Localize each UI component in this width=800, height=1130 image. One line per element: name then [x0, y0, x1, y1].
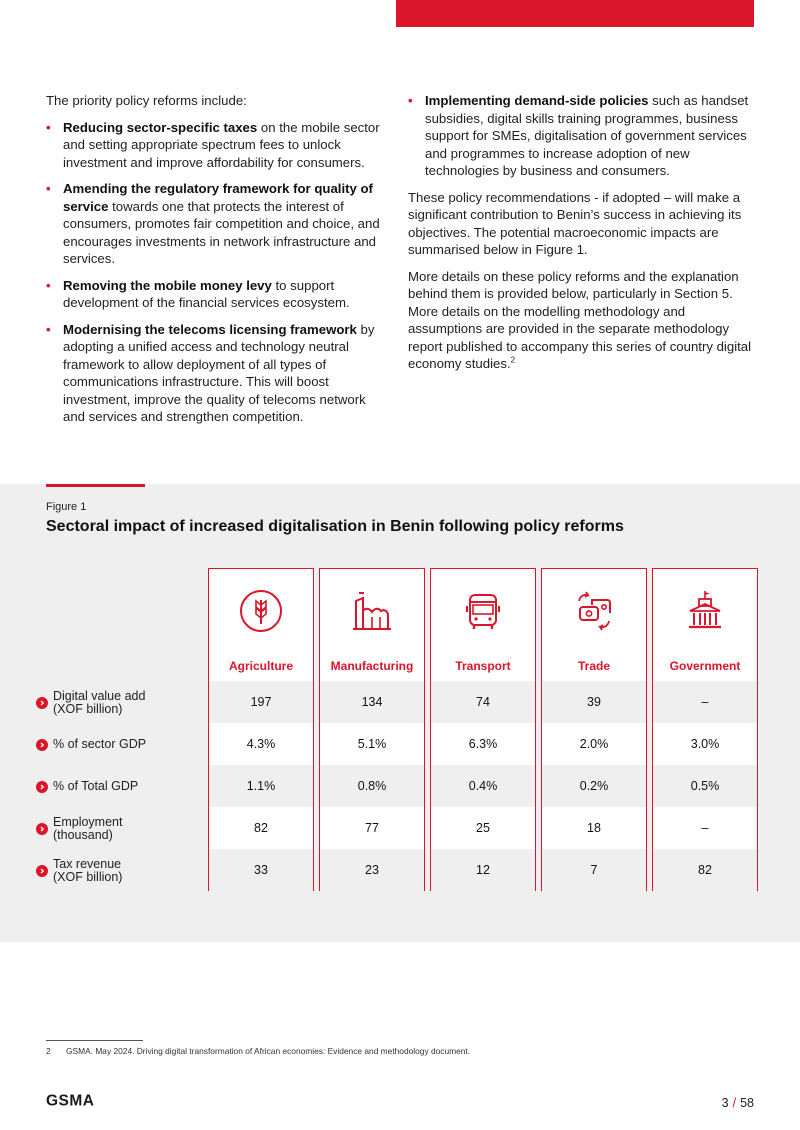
left-bullet-list	[46, 119, 388, 426]
footnote	[46, 1046, 470, 1056]
government-building-icon	[681, 587, 729, 635]
right-column	[408, 92, 754, 382]
sector-column-manufacturing	[319, 568, 425, 891]
page-number: 3 / 58	[721, 1096, 754, 1110]
sector-name: Agriculture	[228, 659, 293, 673]
footnote-divider	[46, 1040, 143, 1041]
bus-icon	[459, 587, 507, 635]
sector-column-transport	[430, 568, 536, 891]
value-cell: –	[653, 681, 757, 723]
wheat-icon	[237, 587, 285, 635]
value-cell: 0.4%	[431, 765, 535, 807]
figure-accent-line	[46, 484, 145, 487]
exchange-icon	[570, 587, 618, 635]
factory-icon	[348, 587, 396, 635]
left-column	[46, 92, 388, 435]
sector-name: Government	[669, 659, 741, 673]
chevron-right-icon	[36, 781, 48, 793]
bullet-item: • Modernising the telecoms licensing framework by adopting a unified access and technology neutral framework to allow deployment of all types of communications infrastructure. This will boost investment, improve the quality of telecoms network and services and strengthen competition.	[46, 321, 375, 424]
value-cell: 134	[320, 681, 424, 723]
value-cell: 0.5%	[653, 765, 757, 807]
bullet-icon: •	[46, 119, 51, 135]
sector-column-government	[652, 568, 758, 891]
value-cell: 6.3%	[468, 737, 498, 751]
row-label-sector-gdp: % of sector GDP	[36, 724, 146, 766]
footnote-number: 2	[46, 1046, 51, 1056]
paragraph-details: More details on these policy reforms and the explanation behind them is provided below, particularly in Section 5. More details on the modelling methodology and assumptions are provided in the separate methodology report published to accompany this series of country digital economy studies.$^2$	[408, 268, 752, 371]
bullet-icon: •	[408, 93, 413, 108]
value-cell: 39	[542, 681, 646, 723]
svg-text:GSMA: GSMA	[46, 1093, 95, 1107]
value-cell: 197	[209, 681, 313, 723]
bullet-icon: •	[46, 321, 51, 337]
value-cell: 23	[320, 849, 424, 891]
row-label-total-gdp: % of Total GDP	[36, 766, 138, 808]
footnote-text: GSMA. May 2024. Driving digital transformation of African economies: Evidence and methodology document.	[66, 1046, 471, 1056]
intro-text: The priority policy reforms include:	[46, 93, 247, 108]
figure-label: Figure 1	[46, 501, 87, 513]
row-label-digital-value-add: Digital value add (XOF billion)	[36, 682, 145, 724]
paragraph-recommendations: These policy recommendations - if adopted – will make a significant contribution to Benin’s success in achieving its objectives. The potential macroeconomic impacts are summarised below in Figure 1.	[408, 189, 742, 257]
bullet-icon: •	[46, 181, 51, 196]
right-bullet-list	[408, 92, 754, 180]
value-cell: 0.8%	[320, 765, 424, 807]
sector-name: Transport	[455, 659, 511, 673]
value-cell: 2.0%	[579, 737, 609, 751]
bullet-item: • Implementing demand-side policies such as handset subsidies, digital skills training programmes, business support for SMEs, digitalisation of government services and programmes to increase adoption of new technologies by business and consumers.	[408, 93, 749, 178]
value-cell: 1.1%	[209, 765, 313, 807]
bullet-item: • Amending the regulatory framework for quality of service towards one that protects the interest of consumers, promotes fair competition and choice, and encourages investments in network infrastructure and services.	[46, 181, 380, 266]
footnote-reference[interactable]: 2	[510, 355, 516, 365]
sector-column-agriculture	[208, 568, 314, 891]
bullet-item: • Removing the mobile money levy to support development of the financial services ecosystem.	[46, 277, 350, 310]
value-cell: 18	[587, 821, 601, 835]
row-label-tax-revenue: Tax revenue (XOF billion)	[36, 850, 122, 892]
chevron-right-icon	[36, 739, 48, 751]
chevron-right-icon	[36, 823, 48, 835]
bullet-item: • Reducing sector-specific taxes on the mobile sector and setting appropriate spectrum fees to unlock investment and improve affordability for consumers.	[46, 119, 380, 170]
bullet-icon: •	[46, 277, 51, 293]
value-cell: 25	[476, 821, 490, 835]
value-cell: 5.1%	[357, 737, 387, 751]
value-cell: –	[701, 821, 709, 835]
sector-name: Manufacturing	[330, 659, 414, 673]
value-cell: 33	[209, 849, 313, 891]
chevron-right-icon	[36, 697, 48, 709]
sector-column-trade	[541, 568, 647, 891]
value-cell: 7	[542, 849, 646, 891]
value-cell: 77	[365, 821, 379, 835]
value-cell: 0.2%	[542, 765, 646, 807]
row-label-employment: Employment (thousand)	[36, 808, 122, 850]
sector-name: Trade	[577, 659, 610, 673]
value-cell: 82	[653, 849, 757, 891]
value-cell: 4.3%	[246, 737, 276, 751]
chevron-right-icon	[36, 865, 48, 877]
gsma-logo	[46, 1093, 124, 1107]
figure-title: Sectoral impact of increased digitalisation in Benin following policy reforms	[46, 518, 624, 535]
value-cell: 12	[431, 849, 535, 891]
value-cell: 74	[431, 681, 535, 723]
value-cell: 82	[254, 821, 268, 835]
top-accent-bar	[396, 0, 754, 27]
value-cell: 3.0%	[690, 737, 720, 751]
